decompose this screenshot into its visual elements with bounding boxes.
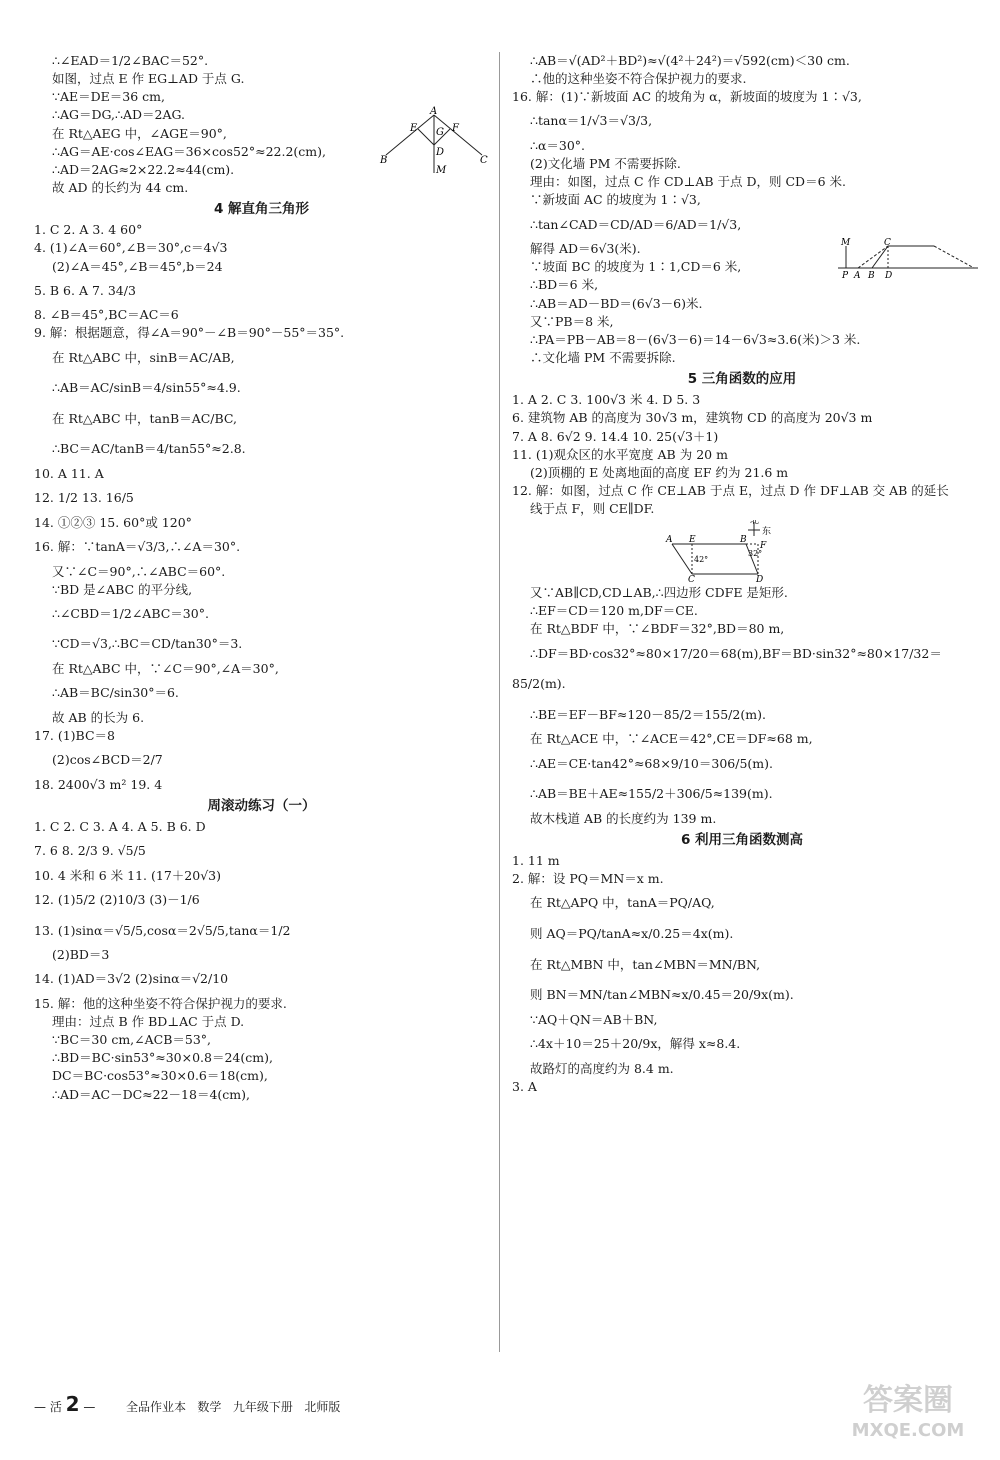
answer-line: 12. (1)5/2 (2)10/3 (3)－1/6 (34, 891, 200, 907)
answer-line: 在 Rt△ABC 中，sinB＝AC/AB, (52, 349, 235, 365)
watermark-line1: 答案圈 (863, 1383, 953, 1418)
fig1-label: M (436, 165, 447, 176)
answer-line: 14. (1)AD＝3√2 (2)sinα＝√2/10 (34, 971, 229, 987)
fig3-label: C (688, 575, 695, 583)
subject: 数学 (197, 1400, 222, 1414)
answer-line: ∴AB＝AD－BD＝(6√3－6)米. (530, 295, 703, 311)
answer-line: (2)∠A＝45°,∠B＝45°,b＝24 (52, 258, 223, 274)
answer-line: ∴tanα＝1/√3＝√3/3, (530, 113, 653, 129)
fig3-label: B (740, 535, 747, 546)
edition: 北师版 (304, 1400, 341, 1414)
right-column (512, 52, 972, 1096)
answer-line: 故路灯的高度约为 8.4 m. (530, 1060, 674, 1076)
fig2-label: D (885, 271, 893, 278)
answer-line: 7. A 8. 6√2 9. 14.4 10. 25(√3＋1) (512, 428, 719, 444)
answer-line: 在 Rt△BDF 中，∵∠BDF＝32°,BD＝80 m, (530, 621, 785, 637)
watermark-line2: MXQE.COM (851, 1420, 965, 1441)
answer-line: ∴AD＝2AG≈2×22.2≈44(cm). (52, 161, 235, 177)
answer-line: 在 Rt△ABC 中，tanB＝AC/BC, (52, 410, 238, 426)
answer-line: 在 Rt△ACE 中，∵∠ACE＝42°,CE＝DF≈68 m, (530, 731, 813, 747)
answer-line: 理由：过点 B 作 BD⊥AC 于点 D. (52, 1014, 245, 1029)
answer-line: ∴AD＝AC－DC≈22－18＝4(cm), (52, 1086, 250, 1102)
answer-line: 又∵PB＝8 米, (530, 313, 614, 329)
answer-line: ∴4x＋10＝25＋20/9x，解得 x≈8.4. (530, 1036, 741, 1051)
answer-line: 16. 解：(1)∵新坡面 AC 的坡角为 α，新坡面的坡度为 1∶√3, (512, 89, 862, 105)
fig2-label: B (868, 271, 875, 278)
answer-line: 8. ∠B＝45°,BC＝AC＝6 (34, 307, 179, 323)
section-title: 周滚动练习（一） (207, 797, 316, 814)
answer-line: 在 Rt△ABC 中，∵∠C＝90°,∠A＝30°, (52, 661, 279, 676)
answer-line: ∵新坡面 AC 的坡度为 1∶√3, (530, 192, 701, 208)
fig1-label: E (410, 123, 418, 134)
answer-line: DC＝BC·cos53°≈30×0.6＝18(cm), (52, 1068, 268, 1084)
fig3-angle: 32° (748, 549, 763, 559)
fig2-label: A (854, 271, 861, 278)
answer-line: 17. (1)BC＝8 (34, 727, 115, 743)
fig3-angle: 42° (694, 555, 709, 565)
fig3-label: F (760, 541, 767, 552)
answer-line: ∵BC＝30 cm,∠ACB＝53°, (52, 1032, 212, 1048)
fig1-label: D (436, 147, 445, 158)
page-number: 2 (65, 1392, 80, 1416)
answer-line: ∴AB＝AC/sinB＝4/sin55°≈4.9. (52, 380, 241, 396)
fig1-label: A (430, 106, 438, 117)
answer-line: 在 Rt△AEG 中，∠AGE＝90°, (52, 125, 227, 141)
answer-line: ∴PA＝PB－AB＝8－(6√3－6)＝14－6√3≈3.6(米)＞3 米. (530, 331, 861, 347)
answer-line: 13. (1)sinα＝√5/5,cosα＝2√5/5,tanα＝1/2 (34, 922, 291, 938)
fig1-label: G (436, 127, 444, 138)
answer-line: 在 Rt△MBN 中，tan∠MBN＝MN/BN, (530, 956, 761, 972)
answer-line: ∴BD＝BC·sin53°≈30×0.8＝24(cm), (52, 1050, 273, 1066)
answer-line: ∴BC＝AC/tanB＝4/tan55°≈2.8. (52, 441, 246, 457)
answer-line: ∴AB＝√(AD²＋BD²)≈√(4²＋24²)＝√592(cm)＜30 cm. (530, 53, 850, 68)
answer-line: ∵BD 是∠ABC 的平分线, (52, 581, 193, 597)
answer-line: 2. 解：设 PQ＝MN＝x m. (512, 871, 664, 887)
kite-figure (378, 105, 490, 177)
answer-line: 故木栈道 AB 的长度约为 139 m. (530, 810, 717, 826)
answer-line: 1. 11 m (512, 853, 560, 869)
fig1-label: B (380, 155, 388, 166)
answer-line: 则 BN＝MN/tan∠MBN≈x/0.45＝20/9x(m). (530, 987, 794, 1003)
answer-line: 理由：如图，过点 C 作 CD⊥AB 于点 D，则 CD＝6 米. (530, 174, 846, 190)
answer-line: 如图，过点 E 作 EG⊥AD 于点 G. (52, 71, 245, 87)
flow-diagram-figure (662, 520, 972, 582)
fig2-label: C (884, 238, 891, 248)
answer-line: 6. 建筑物 AB 的高度为 30√3 m，建筑物 CD 的高度为 20√3 m (512, 410, 873, 426)
answer-line: 10. A 11. A (34, 466, 104, 481)
answer-line: (2)cos∠BCD＝2/7 (52, 752, 163, 767)
answer-line: ∴EF＝CD＝120 m,DF＝CE. (530, 603, 698, 619)
grade: 九年级下册 (232, 1400, 293, 1414)
answer-line: ∴tan∠CAD＝CD/AD＝6/AD＝1/√3, (530, 216, 742, 232)
fig3-label: A (666, 535, 673, 546)
column-divider (499, 52, 500, 1352)
answer-line: ∴BE＝EF－BF≈120－85/2＝155/2(m). (530, 706, 766, 722)
answer-line: 1. A 2. C 3. 100√3 米 4. D 5. 3 (512, 392, 701, 408)
answer-line: ∴∠EAD＝1/2∠BAC＝52°. (52, 53, 209, 68)
answer-line: ∴他的这种坐姿不符合保护视力的要求. (530, 71, 747, 87)
answer-line: ∴文化墙 PM 不需要拆除. (530, 349, 676, 365)
fig2-label: P (842, 271, 849, 278)
answer-line: 14. ①②③ 15. 60°或 120° (34, 514, 192, 530)
answer-line: 线于点 F，则 CE∥DF. (530, 501, 655, 516)
answer-line: 7. 6 8. 2/3 9. √5/5 (34, 843, 146, 859)
answer-line: 故 AD 的长约为 44 cm. (52, 179, 189, 195)
answer-line: 11. (1)观众区的水平宽度 AB 为 20 m (512, 446, 728, 462)
answer-line: 解得 AD＝6√3(米). (530, 241, 641, 257)
compass-north: 北 (750, 520, 760, 527)
answer-line: ∴α＝30°. (530, 138, 586, 153)
answer-line: 又∵∠C＝90°,∴∠ABC＝60°. (52, 563, 226, 579)
answer-line: ∴AB＝BC/sin30°＝6. (52, 685, 179, 701)
slope-figure (838, 238, 978, 278)
section-title: 6 利用三角函数测高 (680, 831, 804, 848)
section-title: 5 三角函数的应用 (687, 371, 797, 387)
answer-line: ∴AB＝BE＋AE≈155/2＋306/5≈139(m). (530, 786, 773, 802)
answer-line: ∵AQ＋QN＝AB＋BN, (530, 1011, 658, 1027)
book-name: 全品作业本 (125, 1400, 186, 1414)
compass-east: 东 (762, 527, 772, 538)
fig2-label: M (841, 238, 851, 248)
answer-line: 12. 解：如图，过点 C 作 CE⊥AB 于点 E，过点 D 作 DF⊥AB 交 AB 的延长 (512, 482, 949, 498)
answer-line: 故 AB 的长为 6. (52, 709, 145, 725)
footer-huo: 活 (49, 1400, 62, 1414)
fig3-label: D (756, 575, 764, 583)
answer-line: 15. 解：他的这种坐姿不符合保护视力的要求. (34, 995, 287, 1011)
answer-line: ∵坡面 BC 的坡度为 1∶1,CD＝6 米, (530, 259, 742, 275)
answer-line: ∴∠CBD＝1/2∠ABC＝30°. (52, 605, 209, 621)
section-title: 4 解直角三角形 (213, 201, 310, 217)
left-column (34, 52, 489, 1104)
answer-line: ∴DF＝BD·cos32°≈80×17/20＝68(m),BF＝BD·sin32°≈80×17/32＝ (530, 645, 942, 661)
fig3-label: E (689, 535, 696, 546)
page-footer (34, 1392, 340, 1416)
fig1-label: C (480, 155, 488, 166)
answer-line: 在 Rt△APQ 中，tanA＝PQ/AQ, (530, 895, 715, 911)
answer-line: 16. 解：∵tanA＝√3/3,∴∠A＝30°. (34, 538, 241, 554)
answer-line: ∴BD＝6 米, (530, 277, 599, 293)
footer-dash: — (34, 1400, 46, 1414)
watermark-logo (838, 1372, 978, 1444)
answer-line: 3. A (512, 1078, 537, 1094)
answer-line: (2)顶棚的 E 处离地面的高度 EF 约为 21.6 m (530, 464, 789, 480)
answer-line: 则 AQ＝PQ/tanA≈x/0.25＝4x(m). (530, 926, 734, 941)
answer-line: 10. 4 米和 6 米 11. (17＋20√3) (34, 867, 221, 883)
answer-line: 85/2(m). (512, 676, 566, 692)
footer-dash: — (83, 1400, 96, 1414)
answer-line: ∵CD＝√3,∴BC＝CD/tan30°＝3. (52, 636, 243, 652)
answer-line: 又∵AB∥CD,CD⊥AB,∴四边形 CDFE 是矩形. (530, 585, 788, 601)
answer-line: (2)BD＝3 (52, 947, 110, 963)
answer-line: 9. 解：根据题意，得∠A＝90°－∠B＝90°－55°＝35°. (34, 325, 345, 341)
fig1-label: F (452, 123, 459, 134)
answer-line: ∴AE＝CE·tan42°≈68×9/10＝306/5(m). (530, 755, 773, 771)
answer-line: ∴AG＝DG,∴AD＝2AG. (52, 107, 185, 123)
answer-line: 1. C 2. A 3. 4 60° (34, 222, 143, 238)
answer-line: (2)文化墙 PM 不需要拆除. (530, 156, 681, 172)
answer-line: 5. B 6. A 7. 34/3 (34, 282, 136, 298)
answer-line: ∵AE＝DE＝36 cm, (52, 89, 165, 105)
answer-line: ∴AG＝AE·cos∠EAG＝36×cos52°≈22.2(cm), (52, 143, 327, 159)
answer-line: 1. C 2. C 3. A 4. A 5. B 6. D (34, 819, 206, 834)
answer-line: 4. (1)∠A＝60°,∠B＝30°,c＝4√3 (34, 240, 228, 256)
answer-line: 12. 1/2 13. 16/5 (34, 490, 134, 506)
answer-line: 18. 2400√3 m² 19. 4 (34, 776, 163, 792)
